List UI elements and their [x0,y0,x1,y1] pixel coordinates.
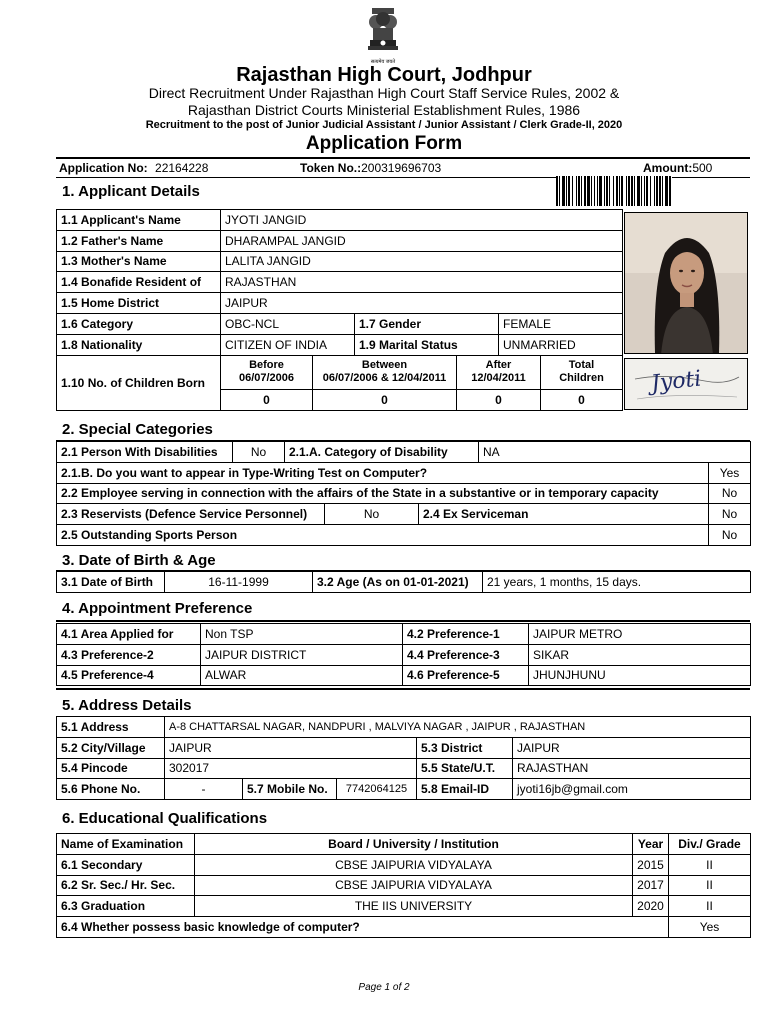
header-year: Year [633,834,669,855]
state-employee-label: 2.2 Employee serving in connection with the affairs of the State in a substantive or in temporary capacity [57,483,709,504]
token-number-label: Token No.: [300,161,362,175]
computer-knowledge-value: Yes [669,917,751,938]
exam-board: THE IIS UNIVERSITY [195,896,633,917]
table-row [57,572,751,593]
exam-board: CBSE JAIPURIA VIDYALAYA [195,854,633,875]
header-grade: Div./ Grade [669,834,751,855]
preference-3-value: SIKAR [529,644,751,665]
preference-4-label: 4.5 Preference-4 [57,665,201,686]
email-value: jyoti16jb@gmail.com [513,779,751,800]
category-label: 1.6 Category [57,313,221,334]
exam-grade: II [669,854,751,875]
token-number [300,161,441,175]
signature-text: Jyoti [649,366,703,397]
page-number: Page 1 of 2 [358,982,410,993]
header-board: Board / University / Institution [195,834,633,855]
address-label: 5.1 Address [57,717,165,738]
table-row [57,779,751,800]
applicant-photo [624,212,748,354]
mother-name-value: LALITA JANGID [221,251,623,272]
form-title: Application Form [305,133,463,154]
children-total-value: 0 [541,389,623,410]
city-value: JAIPUR [165,737,417,758]
table-row [57,230,623,251]
applicant-signature [624,358,748,410]
preference-2-label: 4.3 Preference-2 [57,644,201,665]
section-1-title: 1. Applicant Details [62,183,200,200]
preference-2-value: JAIPUR DISTRICT [201,644,403,665]
state-employee-value: No [709,483,751,504]
father-name-label: 1.2 Father's Name [57,230,221,251]
applicant-details-table [56,209,623,356]
pwd-label: 2.1 Person With Disabilities [57,442,233,463]
state-label: 5.5 State/U.T. [417,758,513,779]
exam-grade: II [669,875,751,896]
dob-value: 16-11-1999 [165,572,313,593]
section-6-title: 6. Educational Qualifications [62,810,268,827]
city-label: 5.2 City/Village [57,737,165,758]
marital-status-label: 1.9 Marital Status [355,334,499,355]
table-row [57,483,751,504]
table-row [57,334,623,355]
children-before-value: 0 [221,389,313,410]
section-5-title: 5. Address Details [62,697,192,714]
table-row [57,293,623,314]
preference-4-value: ALWAR [201,665,403,686]
dob-label: 3.1 Date of Birth [57,572,165,593]
token-number-value: 200319696703 [361,161,442,175]
disability-category-value: NA [479,442,751,463]
table-row [57,896,751,917]
amount-label: Amount: [643,161,693,175]
ex-serviceman-label: 2.4 Ex Serviceman [419,504,709,525]
pwd-value: No [233,442,285,463]
applicant-name-value: JYOTI JANGID [221,210,623,231]
table-row [57,854,751,875]
table-row [57,737,751,758]
exam-name: 6.2 Sr. Sec./ Hr. Sec. [57,875,195,896]
children-between-value: 0 [313,389,457,410]
bonafide-resident-label: 1.4 Bonafide Resident of [57,272,221,293]
section-4-divider [56,620,750,622]
pincode-label: 5.4 Pincode [57,758,165,779]
mother-name-label: 1.3 Mother's Name [57,251,221,272]
sports-person-value: No [709,525,751,546]
children-after-value: 0 [457,389,541,410]
computer-knowledge-label: 6.4 Whether possess basic knowledge of computer? [57,917,669,938]
marital-status-value: UNMARRIED [499,334,623,355]
special-categories-table [56,441,751,546]
home-district-value: JAIPUR [221,293,623,314]
application-number-label: Application No: [59,161,148,175]
phone-value: - [165,779,243,800]
table-row [57,504,751,525]
application-number [59,161,208,175]
state-value: RAJASTHAN [513,758,751,779]
address-value: A-8 CHATTARSAL NAGAR, NANDPURI , MALVIYA NAGAR , JAIPUR , RAJASTHAN [165,717,751,738]
reservist-value: No [325,504,419,525]
state-emblem-logo [362,4,404,65]
barcode-bar [671,176,672,206]
mobile-value: 7742064125 [337,779,417,800]
children-header-total: Total Children [541,356,623,390]
court-name: Rajasthan High Court, Jodhpur [236,64,532,86]
email-label: 5.8 Email-ID [417,779,513,800]
dob-age-table [56,571,751,593]
preference-5-label: 4.6 Preference-5 [403,665,529,686]
section-4-bottom-rule [56,688,750,690]
area-applied-label: 4.1 Area Applied for [57,624,201,645]
bonafide-resident-value: RAJASTHAN [221,272,623,293]
nationality-value: CITIZEN OF INDIA [221,334,355,355]
gender-value: FEMALE [499,313,623,334]
area-applied-value: Non TSP [201,624,403,645]
exam-year: 2015 [633,854,669,875]
address-details-table [56,716,751,800]
barcode [556,176,748,206]
district-value: JAIPUR [513,737,751,758]
table-row [57,875,751,896]
preference-3-label: 4.4 Preference-3 [403,644,529,665]
amount-value: 500 [692,161,713,175]
table-row [57,644,751,665]
phone-label: 5.6 Phone No. [57,779,165,800]
typewriting-test-value: Yes [709,462,751,483]
appointment-preference-table [56,623,751,686]
amount [643,161,712,175]
children-table [56,355,623,411]
exam-board: CBSE JAIPURIA VIDYALAYA [195,875,633,896]
application-number-value: 22164228 [155,161,209,175]
pincode-value: 302017 [165,758,417,779]
table-row [57,525,751,546]
children-header-between: Between 06/07/2006 & 12/04/2011 [313,356,457,390]
table-row [57,313,623,334]
table-row [57,462,751,483]
table-row [57,758,751,779]
header-rules-line-1: Direct Recruitment Under Rajasthan High Court Staff Service Rules, 2002 & [148,85,620,101]
typewriting-test-label: 2.1.B. Do you want to appear in Type-Writing Test on Computer? [57,462,709,483]
table-row [57,442,751,463]
father-name-value: DHARAMPAL JANGID [221,230,623,251]
applicant-name-label: 1.1 Applicant's Name [57,210,221,231]
table-row [57,356,623,390]
gender-label: 1.7 Gender [355,313,499,334]
exam-year: 2017 [633,875,669,896]
children-header-after: After 12/04/2011 [457,356,541,390]
table-row [57,717,751,738]
table-row [57,834,751,855]
preference-1-value: JAIPUR METRO [529,624,751,645]
age-label: 3.2 Age (As on 01-01-2021) [313,572,483,593]
header-exam: Name of Examination [57,834,195,855]
exam-name: 6.3 Graduation [57,896,195,917]
table-row [57,917,751,938]
section-2-title: 2. Special Categories [62,421,213,438]
table-row [57,272,623,293]
district-label: 5.3 District [417,737,513,758]
recruitment-post-line: Recruitment to the post of Junior Judicial Assistant / Junior Assistant / Clerk Grade-II, 2020 [145,119,623,131]
header-rules-line-2: Rajasthan District Courts Ministerial Establishment Rules, 1986 [187,102,581,118]
section-3-title: 3. Date of Birth & Age [62,552,216,569]
exam-grade: II [669,896,751,917]
table-row [57,665,751,686]
children-born-label: 1.10 No. of Children Born [57,356,221,411]
nationality-label: 1.8 Nationality [57,334,221,355]
table-row [57,210,623,231]
category-value: OBC-NCL [221,313,355,334]
ex-serviceman-value: No [709,504,751,525]
table-row [57,251,623,272]
sports-person-label: 2.5 Outstanding Sports Person [57,525,709,546]
age-value: 21 years, 1 months, 15 days. [483,572,751,593]
preference-5-value: JHUNJHUNU [529,665,751,686]
home-district-label: 1.5 Home District [57,293,221,314]
mobile-label: 5.7 Mobile No. [243,779,337,800]
emblem-caption: सत्यमेव जयते [370,59,396,65]
table-row [57,624,751,645]
header-divider [56,157,750,159]
exam-year: 2020 [633,896,669,917]
children-header-before: Before 06/07/2006 [221,356,313,390]
section-4-title: 4. Appointment Preference [62,600,253,617]
reservist-label: 2.3 Reservists (Defence Service Personnel) [57,504,325,525]
educational-qualifications-table [56,833,751,938]
preference-1-label: 4.2 Preference-1 [403,624,529,645]
disability-category-label: 2.1.A. Category of Disability [285,442,479,463]
exam-name: 6.1 Secondary [57,854,195,875]
